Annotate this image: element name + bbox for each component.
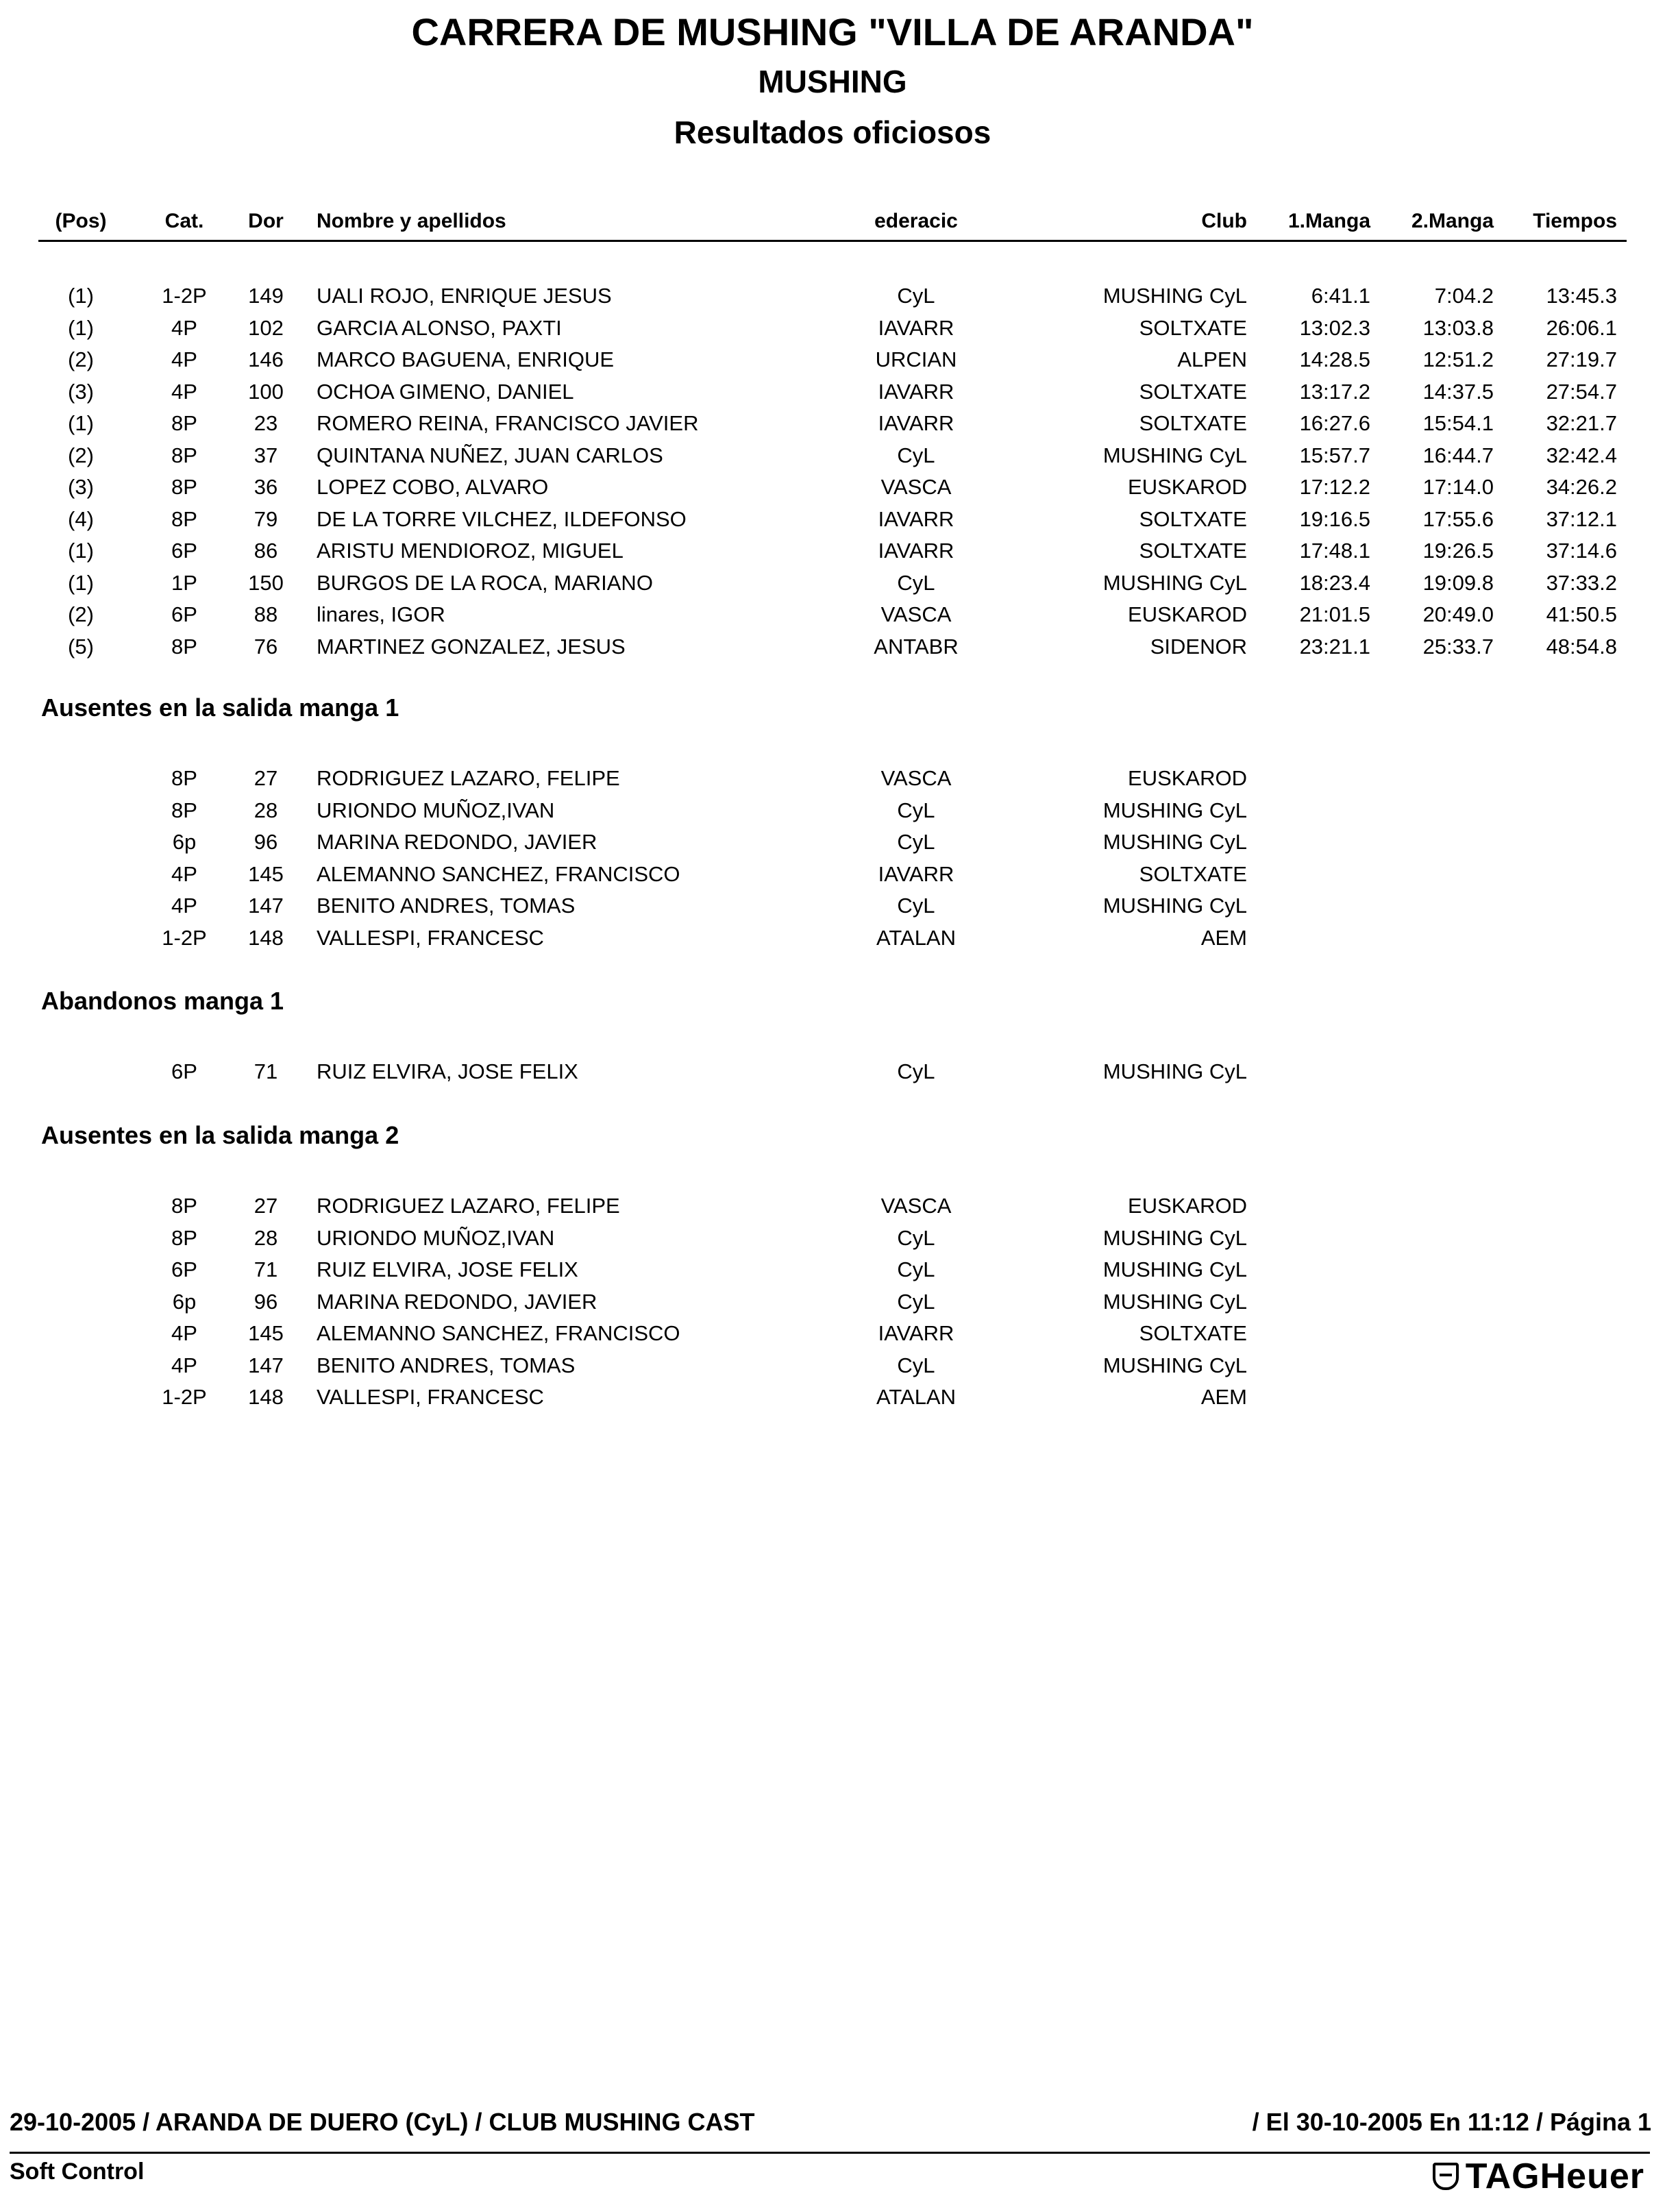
- footer-software: Soft Control: [10, 2159, 145, 2185]
- cell-pos: (2): [68, 347, 94, 371]
- cell-club: MUSHING CyL: [1102, 570, 1247, 595]
- column-header-name: Nombre y apellidos: [317, 210, 506, 232]
- cell-fed: IAVARR: [878, 1321, 954, 1345]
- cell-m2: 15:54.1: [1422, 411, 1494, 435]
- cell-fed: VASCA: [880, 602, 952, 626]
- cell-name: BURGOS DE LA ROCA, MARIANO: [317, 570, 653, 595]
- cell-m1: 21:01.5: [1299, 602, 1370, 626]
- cell-pos: (2): [68, 443, 94, 467]
- cell-cat: 6P: [171, 602, 197, 626]
- cell-cat: 8P: [171, 506, 197, 531]
- cell-t: 37:33.2: [1546, 570, 1617, 595]
- cell-cat: 6p: [172, 1289, 197, 1314]
- cell-cat: 4P: [171, 1321, 197, 1345]
- table-row: [0, 766, 1665, 796]
- cell-fed: IAVARR: [878, 379, 954, 404]
- table-row: [0, 347, 1665, 378]
- table-row: [0, 1321, 1665, 1351]
- cell-club: SOLTXATE: [1139, 315, 1247, 340]
- cell-club: MUSHING CyL: [1102, 1059, 1247, 1083]
- cell-club: EUSKAROD: [1128, 475, 1247, 499]
- cell-m2: 17:14.0: [1422, 475, 1494, 499]
- cell-fed: CyL: [897, 830, 935, 854]
- cell-club: ALPEN: [1177, 347, 1247, 371]
- column-header-club: Club: [1201, 210, 1247, 232]
- cell-dor: 145: [248, 861, 284, 886]
- cell-dor: 36: [254, 475, 278, 499]
- cell-m1: 17:48.1: [1299, 539, 1370, 563]
- cell-m2: 19:09.8: [1422, 570, 1494, 595]
- cell-pos: (1): [68, 539, 94, 563]
- cell-m2: 13:03.8: [1422, 315, 1494, 340]
- cell-name: MARINA REDONDO, JAVIER: [317, 1289, 597, 1314]
- cell-club: SOLTXATE: [1139, 379, 1247, 404]
- cell-fed: VASCA: [880, 766, 952, 790]
- cell-dor: 149: [248, 284, 284, 308]
- cell-fed: IAVARR: [878, 539, 954, 563]
- cell-t: 34:26.2: [1546, 475, 1617, 499]
- cell-club: EUSKAROD: [1128, 602, 1247, 626]
- cell-fed: URCIAN: [875, 347, 957, 371]
- cell-name: RODRIGUEZ LAZARO, FELIPE: [317, 766, 620, 790]
- table-row: [0, 411, 1665, 441]
- cell-m1: 17:12.2: [1299, 475, 1370, 499]
- cell-pos: (3): [68, 475, 94, 499]
- cell-cat: 8P: [171, 411, 197, 435]
- column-header-dor: Dor: [248, 210, 284, 232]
- cell-cat: 1-2P: [162, 1385, 207, 1409]
- cell-name: GARCIA ALONSO, PAXTI: [317, 315, 562, 340]
- column-header-tiempos: Tiempos: [1533, 210, 1617, 232]
- cell-m1: 19:16.5: [1299, 506, 1370, 531]
- table-row: [0, 1385, 1665, 1415]
- table-row: [0, 602, 1665, 632]
- cell-m2: 12:51.2: [1422, 347, 1494, 371]
- cell-name: RUIZ ELVIRA, JOSE FELIX: [317, 1059, 578, 1083]
- table-row: [0, 926, 1665, 956]
- table-row: [0, 1257, 1665, 1288]
- cell-pos: (4): [68, 506, 94, 531]
- cell-club: EUSKAROD: [1128, 1194, 1247, 1218]
- cell-club: AEM: [1200, 1385, 1247, 1409]
- cell-fed: CyL: [897, 1353, 935, 1377]
- cell-t: 27:19.7: [1546, 347, 1617, 371]
- cell-name: BENITO ANDRES, TOMAS: [317, 894, 576, 918]
- table-row: [0, 284, 1665, 314]
- cell-cat: 4P: [171, 894, 197, 918]
- cell-m1: 13:02.3: [1299, 315, 1370, 340]
- cell-m1: 23:21.1: [1299, 634, 1370, 659]
- page-title: CARRERA DE MUSHING "VILLA DE ARANDA": [411, 10, 1254, 53]
- cell-dor: 147: [248, 894, 284, 918]
- cell-name: MARTINEZ GONZALEZ, JESUS: [317, 634, 626, 659]
- cell-pos: (1): [68, 570, 94, 595]
- cell-dor: 86: [254, 539, 278, 563]
- cell-cat: 4P: [171, 1353, 197, 1377]
- cell-name: BENITO ANDRES, TOMAS: [317, 1353, 576, 1377]
- cell-cat: 8P: [171, 443, 197, 467]
- cell-m1: 18:23.4: [1299, 570, 1370, 595]
- cell-pos: (5): [68, 634, 94, 659]
- cell-dor: 23: [254, 411, 278, 435]
- table-row: [0, 830, 1665, 860]
- column-header-pos: (Pos): [55, 210, 107, 232]
- cell-t: 32:42.4: [1546, 443, 1617, 467]
- cell-club: SIDENOR: [1150, 634, 1247, 659]
- cell-dor: 71: [254, 1059, 278, 1083]
- cell-cat: 8P: [171, 1194, 197, 1218]
- cell-dor: 148: [248, 1385, 284, 1409]
- table-row: [0, 443, 1665, 474]
- shield-logo-icon: [1433, 2163, 1459, 2190]
- cell-dor: 146: [248, 347, 284, 371]
- cell-m1: 15:57.7: [1299, 443, 1370, 467]
- cell-pos: (1): [68, 411, 94, 435]
- cell-club: MUSHING CyL: [1102, 443, 1247, 467]
- page-caption: Resultados oficiosos: [674, 114, 991, 150]
- column-header-manga2: 2.Manga: [1411, 210, 1494, 232]
- cell-club: SOLTXATE: [1139, 506, 1247, 531]
- cell-m1: 16:27.6: [1299, 411, 1370, 435]
- table-row: [0, 1290, 1665, 1320]
- table-row: [0, 380, 1665, 410]
- section-title-absent-manga1: Ausentes en la salida manga 1: [41, 693, 399, 722]
- cell-dor: 27: [254, 1194, 278, 1218]
- cell-name: UALI ROJO, ENRIQUE JESUS: [317, 284, 612, 308]
- cell-t: 37:14.6: [1546, 539, 1617, 563]
- cell-t: 32:21.7: [1546, 411, 1617, 435]
- cell-cat: 6p: [172, 830, 197, 854]
- table-row: [0, 539, 1665, 569]
- cell-fed: IAVARR: [878, 315, 954, 340]
- cell-dor: 79: [254, 506, 278, 531]
- table-row: [0, 1194, 1665, 1224]
- cell-name: ROMERO REINA, FRANCISCO JAVIER: [317, 411, 699, 435]
- cell-m1: 14:28.5: [1299, 347, 1370, 371]
- cell-club: AEM: [1200, 925, 1247, 950]
- cell-pos: (3): [68, 379, 94, 404]
- cell-cat: 8P: [171, 766, 197, 790]
- cell-dor: 145: [248, 1321, 284, 1345]
- cell-t: 27:54.7: [1546, 379, 1617, 404]
- cell-name: ALEMANNO SANCHEZ, FRANCISCO: [317, 1321, 680, 1345]
- cell-name: LOPEZ COBO, ALVARO: [317, 475, 549, 499]
- column-header-fed: ederacic: [874, 210, 958, 232]
- column-header-cat: Cat.: [164, 210, 204, 232]
- cell-m2: 17:55.6: [1422, 506, 1494, 531]
- cell-dor: 102: [248, 315, 284, 340]
- cell-cat: 1-2P: [162, 925, 207, 950]
- cell-name: MARCO BAGUENA, ENRIQUE: [317, 347, 615, 371]
- cell-name: RODRIGUEZ LAZARO, FELIPE: [317, 1194, 620, 1218]
- cell-cat: 6P: [171, 1059, 197, 1083]
- cell-fed: CyL: [897, 1257, 935, 1281]
- cell-club: MUSHING CyL: [1102, 1225, 1247, 1250]
- cell-m1: 13:17.2: [1299, 379, 1370, 404]
- cell-dor: 76: [254, 634, 278, 659]
- table-row: [0, 507, 1665, 537]
- cell-club: MUSHING CyL: [1102, 284, 1247, 308]
- cell-name: RUIZ ELVIRA, JOSE FELIX: [317, 1257, 578, 1281]
- table-row: [0, 894, 1665, 924]
- cell-club: EUSKAROD: [1128, 766, 1247, 790]
- cell-m2: 14:37.5: [1422, 379, 1494, 404]
- cell-m2: 19:26.5: [1422, 539, 1494, 563]
- table-row: [0, 862, 1665, 892]
- cell-fed: IAVARR: [878, 506, 954, 531]
- cell-dor: 150: [248, 570, 284, 595]
- cell-fed: VASCA: [880, 1194, 952, 1218]
- cell-fed: CyL: [897, 1289, 935, 1314]
- cell-cat: 4P: [171, 379, 197, 404]
- cell-name: VALLESPI, FRANCESC: [317, 925, 544, 950]
- cell-t: 41:50.5: [1546, 602, 1617, 626]
- cell-fed: CyL: [897, 443, 935, 467]
- cell-fed: CyL: [897, 798, 935, 822]
- cell-club: MUSHING CyL: [1102, 798, 1247, 822]
- cell-fed: CyL: [897, 1059, 935, 1083]
- column-header-manga1: 1.Manga: [1287, 210, 1370, 232]
- cell-name: ALEMANNO SANCHEZ, FRANCISCO: [317, 861, 680, 886]
- brand-logo: [1433, 2156, 1644, 2197]
- cell-cat: 8P: [171, 634, 197, 659]
- cell-club: SOLTXATE: [1139, 539, 1247, 563]
- cell-name: QUINTANA NUÑEZ, JUAN CARLOS: [317, 443, 663, 467]
- cell-t: 48:54.8: [1546, 634, 1617, 659]
- cell-dor: 100: [248, 379, 284, 404]
- cell-club: SOLTXATE: [1139, 861, 1247, 886]
- table-row: [0, 571, 1665, 601]
- header-divider: [38, 240, 1627, 242]
- footer-event-info: 29-10-2005 / ARANDA DE DUERO (CyL) / CLUB MUSHING CAST: [10, 2108, 755, 2136]
- cell-fed: ATALAN: [876, 925, 956, 950]
- cell-fed: VASCA: [880, 475, 952, 499]
- cell-m2: 20:49.0: [1422, 602, 1494, 626]
- cell-club: MUSHING CyL: [1102, 1353, 1247, 1377]
- footer-divider: [10, 2152, 1650, 2154]
- cell-name: URIONDO MUÑOZ,IVAN: [317, 798, 555, 822]
- cell-cat: 6P: [171, 1257, 197, 1281]
- cell-name: MARINA REDONDO, JAVIER: [317, 830, 597, 854]
- page-subtitle: MUSHING: [758, 64, 907, 99]
- table-row: [0, 798, 1665, 828]
- table-row: [0, 475, 1665, 505]
- cell-fed: CyL: [897, 570, 935, 595]
- cell-fed: IAVARR: [878, 861, 954, 886]
- cell-name: linares, IGOR: [317, 602, 445, 626]
- cell-cat: 8P: [171, 798, 197, 822]
- cell-club: MUSHING CyL: [1102, 830, 1247, 854]
- table-row: [0, 316, 1665, 346]
- cell-fed: CyL: [897, 1225, 935, 1250]
- cell-cat: 4P: [171, 861, 197, 886]
- cell-dor: 88: [254, 602, 278, 626]
- brand-name: TAGHeuer: [1465, 2156, 1644, 2196]
- results-header-row: [0, 210, 1665, 240]
- cell-name: OCHOA GIMENO, DANIEL: [317, 379, 574, 404]
- section-title-abandon-manga1: Abandonos manga 1: [41, 987, 284, 1015]
- cell-cat: 4P: [171, 347, 197, 371]
- table-row: [0, 635, 1665, 665]
- cell-fed: ATALAN: [876, 1385, 956, 1409]
- cell-fed: ANTABR: [874, 634, 959, 659]
- cell-club: MUSHING CyL: [1102, 1289, 1247, 1314]
- cell-dor: 28: [254, 1225, 278, 1250]
- cell-dor: 148: [248, 925, 284, 950]
- cell-fed: IAVARR: [878, 411, 954, 435]
- cell-club: MUSHING CyL: [1102, 1257, 1247, 1281]
- cell-m2: 16:44.7: [1422, 443, 1494, 467]
- cell-club: MUSHING CyL: [1102, 894, 1247, 918]
- cell-cat: 1P: [171, 570, 197, 595]
- cell-t: 37:12.1: [1546, 506, 1617, 531]
- cell-cat: 6P: [171, 539, 197, 563]
- cell-m2: 7:04.2: [1434, 284, 1494, 308]
- cell-t: 13:45.3: [1546, 284, 1617, 308]
- cell-dor: 96: [254, 1289, 278, 1314]
- cell-pos: (2): [68, 602, 94, 626]
- cell-cat: 8P: [171, 475, 197, 499]
- cell-cat: 8P: [171, 1225, 197, 1250]
- cell-dor: 96: [254, 830, 278, 854]
- cell-dor: 28: [254, 798, 278, 822]
- cell-pos: (1): [68, 315, 94, 340]
- table-row: [0, 1059, 1665, 1090]
- table-row: [0, 1226, 1665, 1256]
- cell-name: ARISTU MENDIOROZ, MIGUEL: [317, 539, 624, 563]
- table-row: [0, 1353, 1665, 1384]
- cell-name: URIONDO MUÑOZ,IVAN: [317, 1225, 555, 1250]
- cell-pos: (1): [68, 284, 94, 308]
- cell-club: SOLTXATE: [1139, 1321, 1247, 1345]
- cell-fed: CyL: [897, 894, 935, 918]
- cell-cat: 4P: [171, 315, 197, 340]
- cell-dor: 71: [254, 1257, 278, 1281]
- cell-club: SOLTXATE: [1139, 411, 1247, 435]
- cell-m2: 25:33.7: [1422, 634, 1494, 659]
- cell-dor: 147: [248, 1353, 284, 1377]
- footer-print-info: / El 30-10-2005 En 11:12 / Página 1: [1252, 2108, 1651, 2136]
- cell-dor: 27: [254, 766, 278, 790]
- cell-name: DE LA TORRE VILCHEZ, ILDEFONSO: [317, 506, 687, 531]
- cell-name: VALLESPI, FRANCESC: [317, 1385, 544, 1409]
- cell-fed: CyL: [897, 284, 935, 308]
- cell-cat: 1-2P: [162, 284, 207, 308]
- cell-t: 26:06.1: [1546, 315, 1617, 340]
- section-title-absent-manga2: Ausentes en la salida manga 2: [41, 1121, 399, 1149]
- cell-dor: 37: [254, 443, 278, 467]
- cell-m1: 6:41.1: [1311, 284, 1370, 308]
